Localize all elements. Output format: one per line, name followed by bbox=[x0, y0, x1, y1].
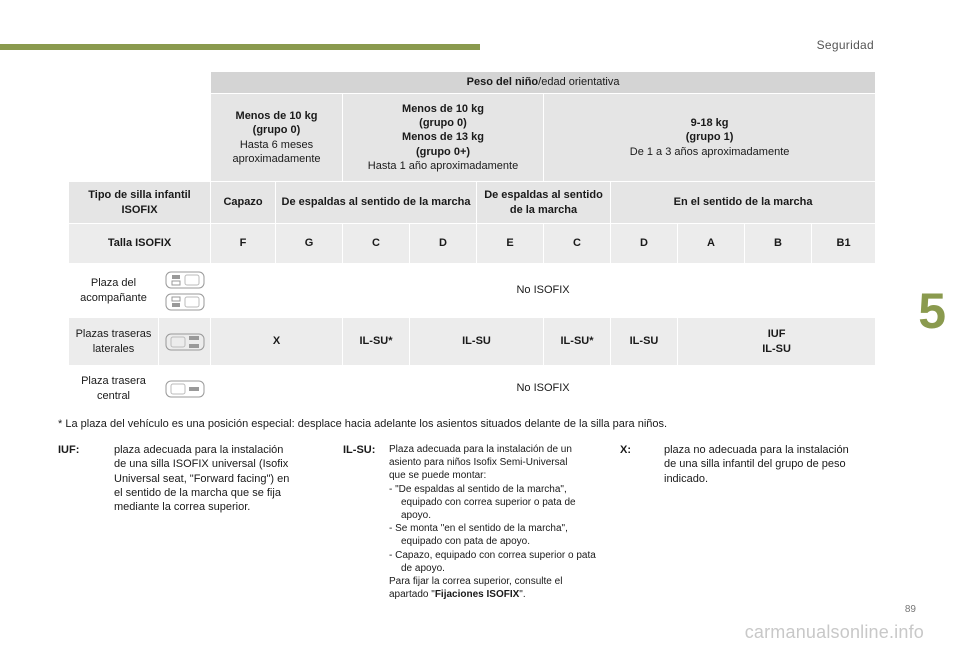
header-accent-bar bbox=[0, 44, 480, 50]
row-label-rear-side: Plazas traseras laterales bbox=[69, 318, 159, 366]
rear-side-x: X bbox=[211, 318, 343, 366]
size-cell: A bbox=[678, 224, 745, 264]
section-title: Seguridad bbox=[816, 38, 874, 52]
rear-center-value: No ISOFIX bbox=[211, 366, 876, 412]
rear-side-forward: IUF IL-SU bbox=[678, 318, 876, 366]
car-rear-side-seat-icon bbox=[165, 333, 205, 351]
passenger-seat-icons bbox=[159, 264, 211, 318]
legend-ilsu: IL-SU: Plaza adecuada para la instalación de un asiento para niños Isofix Semi-Universal que se puede montar: - "De espaldas al sentido de la marcha", equipado con correa superior o pata de apoyo. - Se monta "en el sentido de la marcha", equipado con pata de apoyo. - Capazo, equipado con correa superior o pata de apoyo. Para fijar la correa superior, consulte el apartado "Fijaciones ISOFIX". bbox=[343, 444, 596, 601]
size-cell: B bbox=[745, 224, 812, 264]
rear-side-ilsu: IL-SU bbox=[410, 318, 544, 366]
weight-header: Peso del niño/edad orientativa bbox=[211, 72, 876, 94]
chapter-number: 5 bbox=[918, 283, 946, 339]
row-label-passenger: Plaza del acompañante bbox=[69, 264, 159, 318]
seat-type-capazo: Capazo bbox=[211, 182, 276, 224]
isofix-size-label: Talla ISOFIX bbox=[69, 224, 211, 264]
car-front-seat-icon bbox=[165, 293, 205, 311]
rear-side-ilsu-star: IL-SU* bbox=[343, 318, 410, 366]
car-front-seat-icon bbox=[165, 271, 205, 289]
watermark: carmanualsonline.info bbox=[744, 622, 924, 642]
rear-side-seat-icon-cell bbox=[159, 318, 211, 366]
rear-side-ilsu-2: IL-SU bbox=[611, 318, 678, 366]
seat-type-label: Tipo de silla infantil ISOFIX bbox=[69, 182, 211, 224]
size-cell: C bbox=[544, 224, 611, 264]
legend-iuf: IUF: plaza adecuada para la instalación de una silla ISOFIX universal (Isofix Universal seat, "Forward facing") en el sentido de la marcha que se fija mediante la correa superior. bbox=[58, 444, 290, 514]
row-label-rear-center: Plaza trasera central bbox=[69, 366, 159, 412]
seat-type-rear-facing: De espaldas al sentido de la marcha bbox=[276, 182, 477, 224]
isofix-table bbox=[68, 71, 876, 412]
legend-ilsu-key: IL-SU: bbox=[343, 444, 376, 456]
size-cell: C bbox=[343, 224, 410, 264]
car-rear-center-seat-icon bbox=[165, 380, 205, 398]
legend-x: X: plaza no adecuada para la instalación de una silla infantil del grupo de peso indicado. bbox=[620, 444, 849, 485]
size-cell: F bbox=[211, 224, 276, 264]
seat-type-rear-facing-2: De espaldas al sentido de la marcha bbox=[477, 182, 611, 224]
size-cell: B1 bbox=[812, 224, 876, 264]
rear-side-ilsu-star-2: IL-SU* bbox=[544, 318, 611, 366]
rear-center-seat-icon-cell bbox=[159, 366, 211, 412]
passenger-value: No ISOFIX bbox=[211, 264, 876, 318]
size-cell: D bbox=[611, 224, 678, 264]
seat-type-forward-facing: En el sentido de la marcha bbox=[611, 182, 876, 224]
size-cell: E bbox=[477, 224, 544, 264]
group-1-header: 9-18 kg (grupo 1) De 1 a 3 años aproximadamente bbox=[544, 94, 876, 182]
size-cell: G bbox=[276, 224, 343, 264]
legend-iuf-key: IUF: bbox=[58, 444, 80, 456]
group-0-header: Menos de 10 kg (grupo 0) Hasta 6 meses aproximadamente bbox=[211, 94, 343, 182]
legend-x-key: X: bbox=[620, 444, 631, 456]
page-number: 89 bbox=[904, 604, 916, 615]
group-0plus-header: Menos de 10 kg (grupo 0) Menos de 13 kg (grupo 0+) Hasta 1 año aproximadamente bbox=[343, 94, 544, 182]
size-cell: D bbox=[410, 224, 477, 264]
footnote: * La plaza del vehículo es una posición especial: desplace hacia adelante los asientos situados delante de la silla para niños. bbox=[58, 418, 668, 430]
